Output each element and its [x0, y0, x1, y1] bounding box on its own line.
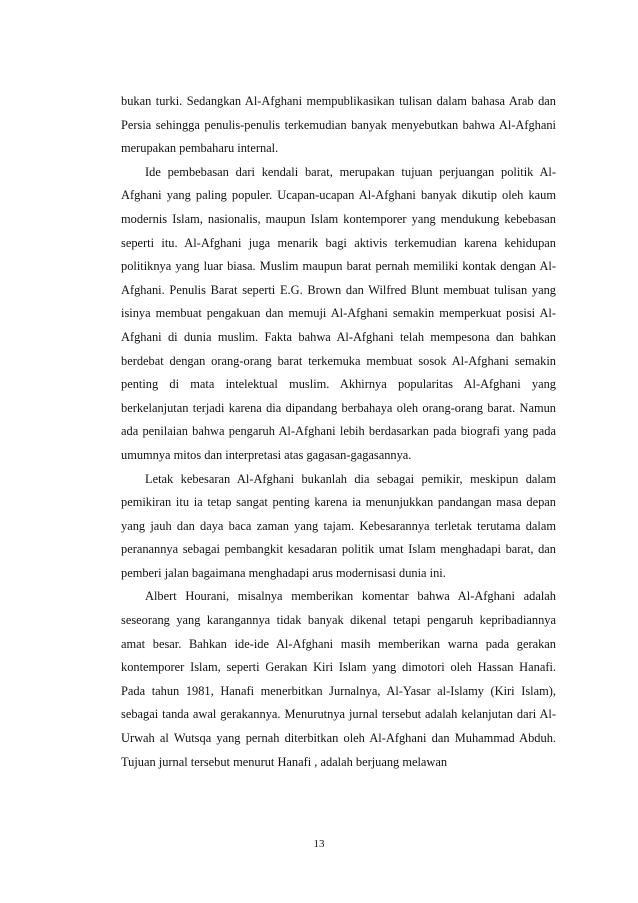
paragraph-continuation: bukan turki. Sedangkan Al-Afghani mempublikasikan tulisan dalam bahasa Arab dan Persia sehingga penulis-penulis terkemudian banyak menyebutkan bahwa Al-Afghani merupakan pembaharu internal. — [121, 94, 556, 156]
page-number: 13 — [313, 838, 325, 850]
body-text — [121, 90, 556, 774]
paragraph-greatness: Letak kebesaran Al-Afghani bukanlah dia sebagai pemikir, meskipun dalam pemikiran itu ia tetap sangat penting karena ia menunjukkan pandangan masa depan yang jauh dan daya baca zaman yang tajam. Kebesarannya terletak terutama dalam peranannya sebagai pembangkit kesadaran politik umat Islam menghadapi barat, dan pemberi jalan bagaimana menghadapi arus modernisasi dunia ini. — [121, 471, 556, 580]
paragraph-hourani-comment: Albert Hourani, misalnya memberikan komentar bahwa Al-Afghani adalah seseorang yang karangannya tidak banyak dikenal tetapi pengaruh kepribadiannya amat besar. Bahkan ide-ide Al-Afghani masih memberikan warna pada gerakan kontemporer Islam, seperti Gerakan Kiri Islam yang dimotori oleh Hassan Hanafi. Pada tahun 1981, Hanafi menerbitkan Jurnalnya, Al-Yasar al-Islamy (Kiri Islam), sebagai tanda awal gerakannya. Menurutnya jurnal tersebut adalah kelanjutan dari Al-Urwah al Wutsqa yang pernah diterbitkan oleh Al-Afghani dan Muhammad Abduh. Tujuan jurnal tersebut menurut Hanafi , adalah berjuang melawan — [121, 589, 556, 769]
paragraph-liberation-idea: Ide pembebasan dari kendali barat, merupakan tujuan perjuangan politik Al-Afghani yang paling populer. Ucapan-ucapan Al-Afghani banyak dikutip oleh kaum modernis Islam, nasionalis, maupun Islam kontemporer yang mendukung kebebasan seperti itu. Al-Afghani juga menarik bagi aktivis terkemudian karena kehidupan politiknya yang luar biasa. Muslim maupun barat pernah memiliki kontak dengan Al-Afghani. Penulis Barat seperti E.G. Brown dan Wilfred Blunt membuat tulisan yang isinya membuat pengakuan dan memuji Al-Afghani semakin memperkuat posisi Al-Afghani di dunia muslim. Fakta bahwa Al-Afghani telah mempesona dan bahkan berdebat dengan orang-orang barat terkemuka membuat sosok Al-Afghani semakin penting di mata intelektual muslim. Akhirnya popularitas Al-Afghani yang berkelanjutan terjadi karena dia dipandang berbahaya oleh orang-orang barat. Namun ada penilaian bahwa pengaruh Al-Afghani lebih berdasarkan pada biografi yang pada umumnya mitos dan interpretasi atas gagasan-gagasannya. — [121, 164, 556, 462]
